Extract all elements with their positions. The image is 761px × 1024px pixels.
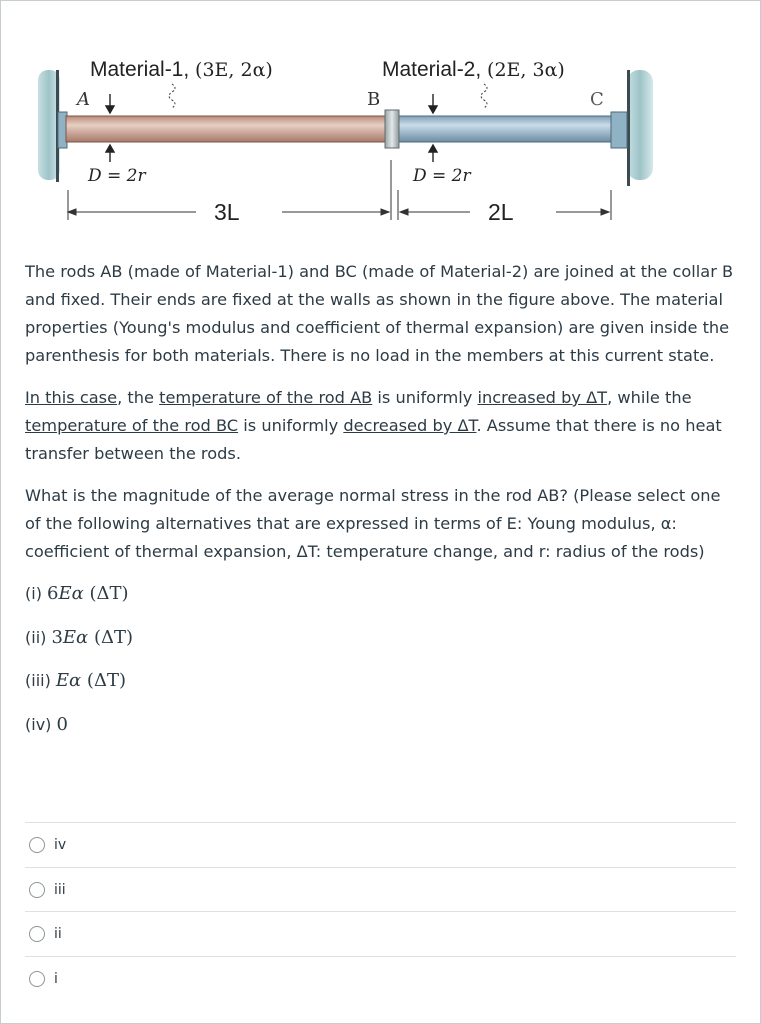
choice-label: i [54,971,58,987]
alternative-i: (i) 6Eα (ΔT) [25,583,129,604]
choice-divider [25,956,736,957]
heat-mark-bc-icon [481,84,487,108]
point-b-label: B [367,89,381,110]
choice-label: iv [54,837,67,853]
diameter-label-ab: D = 2r [88,166,146,186]
answer-choice-ii[interactable] [25,912,62,956]
choice-divider [25,867,736,868]
radio-button[interactable] [29,926,45,942]
collar-b [385,110,399,148]
material2-label: Material-2, (2E, 3α) [382,58,565,81]
alternative-iv: (iv) 0 [25,714,68,735]
material1-label: Material-1, (3E, 2α) [90,58,273,81]
radio-button[interactable] [29,882,45,898]
problem-condition: In this case, the temperature of the rod AB is uniformly increased by ΔT, while the temperature of the rod BC is uniformly decreased by ΔT. Assume that there is no heat transfer between the rods. [25,388,722,463]
answer-choice-i[interactable] [25,957,58,1001]
heat-mark-ab-icon [169,84,175,108]
radio-button[interactable] [29,837,45,853]
rod-diagram [0,40,761,240]
answer-choice-iii[interactable] [25,868,66,912]
point-c-label: C [590,89,604,110]
choice-label: ii [54,926,62,942]
diameter-label-bc: D = 2r [413,166,471,186]
choice-label: iii [54,882,66,898]
problem-description: The rods AB (made of Material-1) and BC (made of Material-2) are joined at the collar B and fixed. Their ends are fixed at the walls as shown in the figure above. The material properties (Young's modulus and coefficient of thermal expansion) are given inside the parenthesis for both materials. There is no load in the members at this current state. [25,262,734,365]
rod-ab [66,116,388,142]
length-label-ab: 3L [214,199,240,225]
right-wall [611,70,653,186]
radio-button[interactable] [29,971,45,987]
length-label-bc: 2L [488,199,514,225]
alternative-iii: (iii) Eα (ΔT) [25,670,126,691]
alternative-ii: (ii) 3Eα (ΔT) [25,627,133,648]
dimension-lines [68,160,611,220]
left-wall [38,70,67,182]
point-a-label: A [77,89,90,110]
question-prompt: What is the magnitude of the average normal stress in the rod AB? (Please select one of the following alternatives that are expressed in terms of E: Young modulus, α: coefficient of thermal expansion, ΔT: temperature change, and r: radius of the rods) [25,486,721,561]
answer-choice-iv[interactable] [25,823,66,867]
choice-divider [25,911,736,912]
rod-bc [398,116,611,142]
choice-divider [25,822,736,823]
